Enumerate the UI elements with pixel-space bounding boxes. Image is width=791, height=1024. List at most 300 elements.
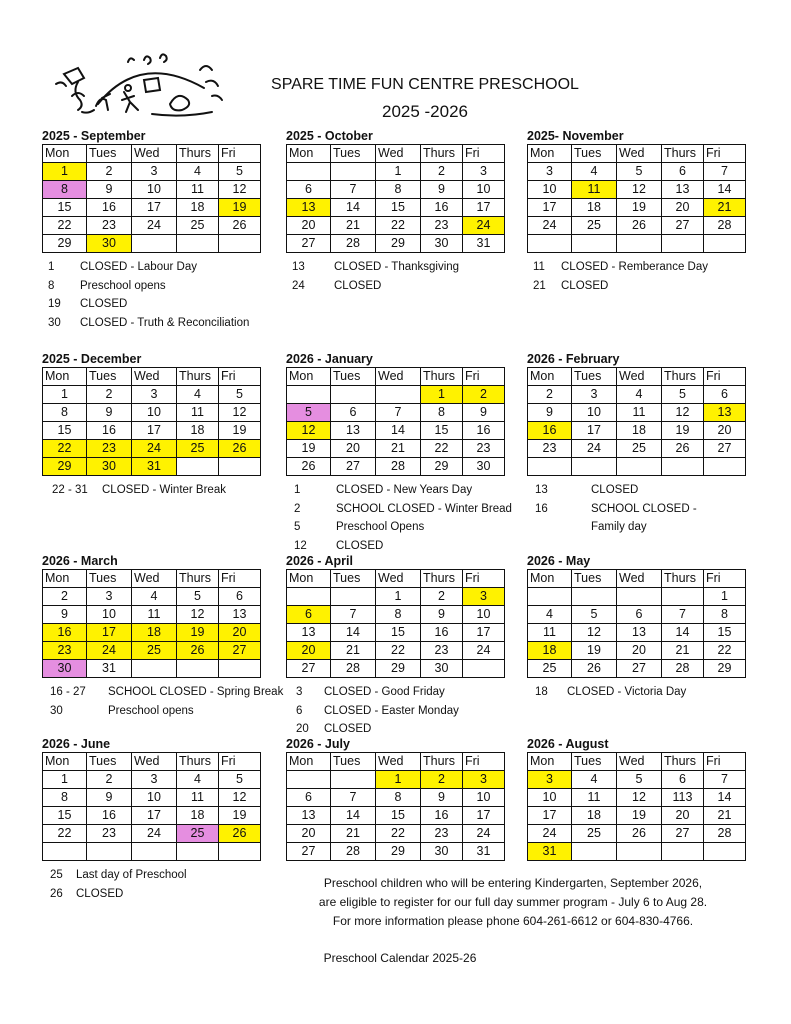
day-cell: 3 — [132, 386, 177, 404]
note-date: 13 — [292, 261, 305, 273]
day-cell: 13 — [662, 181, 704, 199]
day-cell: 14 — [331, 807, 376, 825]
day-cell: 9 — [87, 789, 132, 807]
day-cell: 16 — [463, 422, 505, 440]
month-name: 2025 - December — [42, 352, 142, 366]
day-cell: 2 — [43, 588, 87, 606]
week-row — [287, 624, 505, 642]
week-row — [287, 789, 505, 807]
day-cell: 5 — [219, 163, 261, 181]
month-name: 2026 - May — [527, 554, 591, 568]
day-cell — [662, 458, 704, 476]
day-cell — [177, 843, 219, 861]
week-row — [43, 825, 261, 843]
day-cell: 13 — [287, 199, 331, 217]
weekday-header: Wed — [376, 753, 421, 771]
note-text: CLOSED - Winter Break — [102, 484, 226, 496]
weekday-header: Tues — [87, 368, 132, 386]
note-date: 22 - 31 — [52, 484, 88, 496]
day-cell: 19 — [219, 422, 261, 440]
week-row — [43, 606, 261, 624]
day-cell: 11 — [617, 404, 662, 422]
week-row — [528, 235, 746, 253]
day-cell: 17 — [87, 624, 132, 642]
day-cell — [662, 843, 704, 861]
weekday-header: Fri — [463, 368, 505, 386]
day-cell: 24 — [132, 440, 177, 458]
school-year: 2025 -2026 — [381, 102, 469, 121]
day-cell: 10 — [528, 181, 572, 199]
day-cell: 18 — [617, 422, 662, 440]
weekday-header: Wed — [132, 145, 177, 163]
weekday-header: Fri — [463, 753, 505, 771]
day-cell: 3 — [572, 386, 617, 404]
note-date: 24 — [292, 279, 305, 292]
day-cell: 6 — [287, 789, 331, 807]
note-text: CLOSED - Easter Monday — [324, 704, 459, 717]
week-row — [287, 458, 505, 476]
day-cell: 5 — [219, 771, 261, 789]
weekday-header: Tues — [87, 570, 132, 588]
day-cell — [704, 235, 746, 253]
day-cell: 9 — [87, 181, 132, 199]
week-row — [43, 422, 261, 440]
day-cell: 21 — [331, 642, 376, 660]
day-cell: 17 — [528, 199, 572, 217]
week-row — [43, 807, 261, 825]
day-cell — [132, 843, 177, 861]
note-date: 13 — [535, 484, 548, 496]
week-row — [528, 789, 746, 807]
day-cell: 29 — [421, 458, 463, 476]
day-cell: 4 — [177, 771, 219, 789]
day-cell: 29 — [43, 235, 87, 253]
day-cell: 18 — [132, 624, 177, 642]
weekday-header: Thurs — [177, 753, 219, 771]
note-date: 30 — [50, 704, 63, 717]
day-cell: 20 — [662, 807, 704, 825]
day-cell: 13 — [331, 422, 376, 440]
day-cell — [572, 843, 617, 861]
weekday-header: Tues — [572, 145, 617, 163]
week-row — [287, 660, 505, 678]
day-cell: 5 — [572, 606, 617, 624]
day-cell: 10 — [463, 789, 505, 807]
day-cell: 23 — [421, 642, 463, 660]
day-cell: 6 — [219, 588, 261, 606]
note-date: 26 — [50, 887, 63, 900]
week-row — [528, 624, 746, 642]
weekday-header: Wed — [617, 570, 662, 588]
weekday-header: Thurs — [662, 145, 704, 163]
day-cell: 9 — [421, 789, 463, 807]
week-row — [528, 458, 746, 476]
day-cell: 29 — [43, 458, 87, 476]
day-cell: 28 — [376, 458, 421, 476]
note-date: 6 — [296, 704, 303, 717]
month-grid — [42, 569, 261, 678]
day-cell: 6 — [287, 181, 331, 199]
day-cell: 10 — [87, 606, 132, 624]
day-cell: 8 — [43, 181, 87, 199]
month-name: 2026 - April — [286, 554, 353, 568]
day-cell — [177, 660, 219, 678]
weekday-header: Fri — [704, 570, 746, 588]
week-row — [43, 181, 261, 199]
day-cell: 26 — [219, 825, 261, 843]
weekday-header: Wed — [376, 145, 421, 163]
day-cell: 14 — [331, 624, 376, 642]
weekday-header: Mon — [287, 570, 331, 588]
day-cell: 28 — [662, 660, 704, 678]
weekday-header: Wed — [617, 753, 662, 771]
day-cell: 9 — [421, 606, 463, 624]
day-cell: 1 — [421, 386, 463, 404]
week-row — [287, 199, 505, 217]
weekday-header: Fri — [704, 145, 746, 163]
day-cell: 10 — [132, 404, 177, 422]
day-cell: 22 — [43, 217, 87, 235]
day-cell: 18 — [528, 642, 572, 660]
weekday-header: Tues — [572, 570, 617, 588]
day-cell: 8 — [376, 606, 421, 624]
month-name: 2026 - June — [42, 737, 111, 751]
day-cell: 8 — [43, 404, 87, 422]
weekday-header: Mon — [43, 570, 87, 588]
weekday-header: Wed — [132, 570, 177, 588]
week-row — [528, 440, 746, 458]
day-cell: 5 — [177, 588, 219, 606]
day-cell: 27 — [287, 843, 331, 861]
day-cell: 27 — [287, 235, 331, 253]
weekday-header: Thurs — [177, 368, 219, 386]
day-cell: 8 — [421, 404, 463, 422]
note-date: 30 — [48, 316, 61, 329]
note-date: 5 — [294, 521, 301, 533]
note-text: SCHOOL CLOSED - — [591, 502, 697, 515]
weekday-header: Tues — [331, 570, 376, 588]
day-cell: 20 — [617, 642, 662, 660]
weekday-header: Fri — [219, 368, 261, 386]
day-cell — [528, 588, 572, 606]
day-cell — [704, 843, 746, 861]
week-row — [528, 386, 746, 404]
weekday-header: Thurs — [421, 570, 463, 588]
day-cell: 27 — [287, 660, 331, 678]
week-row — [528, 807, 746, 825]
note-text: CLOSED — [336, 539, 384, 552]
weekday-header: Fri — [219, 145, 261, 163]
day-cell: 29 — [376, 235, 421, 253]
weekday-header: Thurs — [421, 753, 463, 771]
week-row — [43, 386, 261, 404]
day-cell: 10 — [528, 789, 572, 807]
day-cell: 7 — [376, 404, 421, 422]
month-name: 2025- November — [527, 129, 624, 143]
day-cell: 4 — [617, 386, 662, 404]
weekday-header: Mon — [528, 368, 572, 386]
day-cell: 6 — [704, 386, 746, 404]
day-cell: 1 — [704, 588, 746, 606]
day-cell: 22 — [421, 440, 463, 458]
month-calendar — [527, 554, 747, 678]
weekday-header: Fri — [219, 753, 261, 771]
day-cell: 18 — [177, 807, 219, 825]
day-cell: 16 — [421, 624, 463, 642]
day-cell: 28 — [331, 235, 376, 253]
day-cell: 27 — [704, 440, 746, 458]
day-cell — [528, 235, 572, 253]
day-cell: 1 — [43, 163, 87, 181]
day-cell: 15 — [376, 807, 421, 825]
day-cell: 31 — [528, 843, 572, 861]
day-cell — [376, 386, 421, 404]
day-cell: 14 — [704, 789, 746, 807]
day-cell: 11 — [177, 181, 219, 199]
day-cell: 22 — [376, 217, 421, 235]
week-row — [43, 217, 261, 235]
day-cell: 6 — [287, 606, 331, 624]
day-cell: 3 — [463, 588, 505, 606]
day-cell: 3 — [463, 163, 505, 181]
day-cell: 30 — [421, 843, 463, 861]
day-cell: 10 — [463, 606, 505, 624]
week-row — [43, 642, 261, 660]
day-cell: 11 — [177, 404, 219, 422]
day-cell: 4 — [572, 163, 617, 181]
day-cell: 21 — [331, 825, 376, 843]
day-cell: 18 — [177, 199, 219, 217]
week-row — [43, 458, 261, 476]
day-cell: 7 — [331, 606, 376, 624]
weekday-header: Mon — [287, 145, 331, 163]
day-cell: 19 — [617, 199, 662, 217]
day-cell: 20 — [662, 199, 704, 217]
day-cell: 18 — [177, 422, 219, 440]
day-cell: 26 — [219, 217, 261, 235]
day-cell — [572, 235, 617, 253]
week-row — [287, 422, 505, 440]
day-cell — [331, 163, 376, 181]
day-cell: 14 — [704, 181, 746, 199]
note-date: 16 - 27 — [50, 686, 86, 698]
month-grid — [527, 752, 746, 861]
week-row — [528, 642, 746, 660]
day-cell: 14 — [331, 199, 376, 217]
day-cell — [704, 458, 746, 476]
day-cell: 24 — [463, 642, 505, 660]
day-cell: 16 — [43, 624, 87, 642]
note-date: 1 — [48, 261, 55, 273]
note-text: CLOSED - Remberance Day — [561, 261, 708, 273]
day-cell — [617, 843, 662, 861]
day-cell — [572, 588, 617, 606]
notice-line: For more information please phone 604-261-6612 or 604-830-4766. — [332, 914, 694, 928]
day-cell: 19 — [219, 199, 261, 217]
day-cell: 1 — [376, 588, 421, 606]
week-row — [528, 199, 746, 217]
day-cell: 4 — [572, 771, 617, 789]
week-row — [43, 789, 261, 807]
month-grid — [42, 752, 261, 861]
day-cell: 26 — [572, 660, 617, 678]
day-cell: 25 — [177, 825, 219, 843]
week-row — [43, 624, 261, 642]
weekday-header: Wed — [376, 368, 421, 386]
month-calendar — [286, 129, 506, 253]
weekday-header: Tues — [87, 753, 132, 771]
note-text: Family day — [591, 521, 647, 533]
day-cell: 15 — [421, 422, 463, 440]
week-row — [43, 163, 261, 181]
day-cell: 15 — [704, 624, 746, 642]
day-cell: 12 — [617, 181, 662, 199]
note-text: CLOSED — [80, 298, 128, 310]
day-cell: 28 — [704, 825, 746, 843]
day-cell: 9 — [421, 181, 463, 199]
weekday-header: Thurs — [662, 368, 704, 386]
day-cell: 26 — [662, 440, 704, 458]
day-cell: 16 — [87, 199, 132, 217]
week-row — [43, 771, 261, 789]
day-cell: 12 — [617, 789, 662, 807]
day-cell: 26 — [177, 642, 219, 660]
day-cell: 28 — [331, 843, 376, 861]
note-date: 2 — [294, 502, 301, 515]
day-cell: 25 — [617, 440, 662, 458]
day-cell: 30 — [463, 458, 505, 476]
day-cell: 24 — [528, 825, 572, 843]
weekday-header: Mon — [287, 368, 331, 386]
note-date: 12 — [294, 539, 307, 552]
day-cell: 7 — [331, 181, 376, 199]
day-cell: 9 — [43, 606, 87, 624]
day-cell: 21 — [704, 199, 746, 217]
day-cell: 11 — [572, 789, 617, 807]
week-row — [287, 588, 505, 606]
day-cell: 16 — [87, 807, 132, 825]
month-calendar — [42, 129, 262, 253]
day-cell: 26 — [287, 458, 331, 476]
day-cell: 23 — [528, 440, 572, 458]
month-calendar — [286, 554, 506, 678]
weekday-header: Thurs — [177, 570, 219, 588]
day-cell: 4 — [177, 386, 219, 404]
note-text: CLOSED — [334, 279, 382, 292]
note-text: CLOSED — [591, 484, 639, 496]
day-cell: 10 — [132, 181, 177, 199]
week-row — [528, 660, 746, 678]
day-cell: 2 — [421, 588, 463, 606]
week-row — [528, 771, 746, 789]
day-cell: 2 — [87, 771, 132, 789]
day-cell: 27 — [662, 217, 704, 235]
day-cell: 23 — [87, 440, 132, 458]
weekday-header: Wed — [376, 570, 421, 588]
note-text: SCHOOL CLOSED - Spring Break — [108, 686, 284, 698]
month-name: 2026 - July — [286, 737, 350, 751]
weekday-header: Mon — [528, 145, 572, 163]
day-cell — [662, 235, 704, 253]
day-cell: 3 — [528, 163, 572, 181]
month-grid — [527, 367, 746, 476]
month-grid — [42, 367, 261, 476]
month-name: 2026 - August — [527, 737, 609, 751]
day-cell: 12 — [662, 404, 704, 422]
day-cell: 10 — [463, 181, 505, 199]
month-grid — [286, 367, 505, 476]
day-cell: 1 — [43, 386, 87, 404]
kindergarten-notice — [283, 874, 743, 931]
week-row — [43, 199, 261, 217]
note-date: 18 — [535, 686, 548, 698]
weekday-header: Tues — [331, 753, 376, 771]
day-cell: 6 — [662, 771, 704, 789]
month-grid — [42, 144, 261, 253]
month-grid — [286, 752, 505, 861]
day-cell: 12 — [219, 404, 261, 422]
day-cell: 25 — [572, 825, 617, 843]
weekday-header: Fri — [704, 753, 746, 771]
note-text: CLOSED - Labour Day — [80, 261, 197, 273]
day-cell: 17 — [132, 422, 177, 440]
week-row — [528, 825, 746, 843]
weekday-header: Mon — [528, 753, 572, 771]
day-cell: 7 — [704, 163, 746, 181]
day-cell — [331, 588, 376, 606]
weekday-header: Thurs — [421, 368, 463, 386]
day-cell: 8 — [704, 606, 746, 624]
day-cell: 23 — [87, 825, 132, 843]
day-cell: 25 — [177, 440, 219, 458]
day-cell: 19 — [662, 422, 704, 440]
month-name: 2025 - October — [286, 129, 373, 143]
weekday-header: Tues — [331, 145, 376, 163]
note-text: Last day of Preschool — [76, 869, 187, 881]
weekday-header: Tues — [331, 368, 376, 386]
note-date: 19 — [48, 298, 61, 310]
day-cell: 24 — [572, 440, 617, 458]
weekday-header: Tues — [572, 368, 617, 386]
day-cell: 24 — [132, 217, 177, 235]
day-cell: 27 — [617, 660, 662, 678]
weekday-header: Wed — [132, 753, 177, 771]
day-cell: 10 — [572, 404, 617, 422]
day-cell: 31 — [463, 843, 505, 861]
day-cell: 12 — [572, 624, 617, 642]
week-row — [528, 843, 746, 861]
day-cell — [43, 843, 87, 861]
day-cell — [287, 386, 331, 404]
note-text: SCHOOL CLOSED - Winter Bread — [336, 502, 512, 515]
day-cell — [219, 843, 261, 861]
day-cell — [287, 771, 331, 789]
day-cell: 5 — [617, 771, 662, 789]
day-cell: 26 — [617, 825, 662, 843]
day-cell: 12 — [177, 606, 219, 624]
note-text: Preschool opens — [108, 704, 194, 717]
day-cell: 13 — [219, 606, 261, 624]
week-row — [43, 404, 261, 422]
month-calendar — [527, 352, 747, 476]
day-cell: 7 — [331, 789, 376, 807]
day-cell: 24 — [463, 217, 505, 235]
day-cell — [132, 235, 177, 253]
day-cell: 31 — [132, 458, 177, 476]
weekday-header: Thurs — [662, 753, 704, 771]
day-cell: 5 — [287, 404, 331, 422]
day-cell: 14 — [376, 422, 421, 440]
